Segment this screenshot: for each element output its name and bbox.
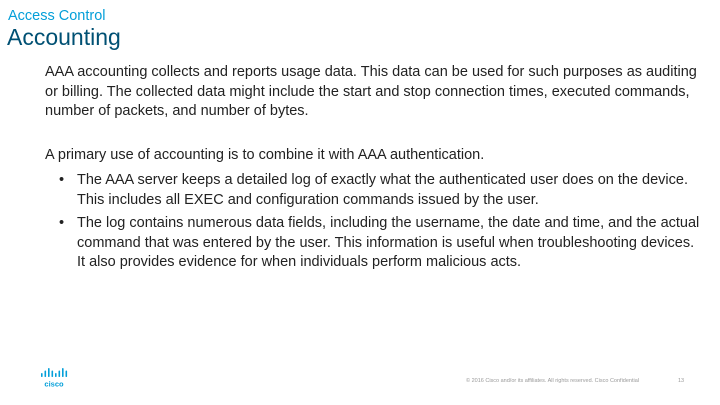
body-paragraph-2: A primary use of accounting is to combine it with AAA authentication.	[45, 147, 485, 163]
bullet-text: The log contains numerous data fields, including the username, the date and time, and the actual command that was entered by the user. This information is useful when troubleshooting devices. It also provides evidence for when individuals perform malicious acts.	[77, 215, 700, 270]
slide-title: Accounting	[7, 24, 121, 50]
page-number: 13	[678, 378, 685, 384]
bullet-list	[45, 171, 705, 277]
bullet-text: The AAA server keeps a detailed log of exactly what the authenticated user does on the device. This includes all EXEC and configuration commands issued by the user.	[77, 172, 688, 208]
cisco-logo-text: cisco	[44, 379, 64, 388]
body-paragraph-1: AAA accounting collects and reports usage data. This data can be used for such purposes as auditing or billing. The collected data might include the start and stop connection times, executed commands, number of packets, and number of bytes.	[45, 64, 697, 119]
section-label: Access Control	[8, 8, 106, 24]
cisco-logo	[40, 368, 70, 388]
cisco-logo-bars	[41, 368, 67, 377]
bullet-item	[45, 214, 705, 273]
bullet-marker: •	[59, 215, 65, 231]
bullet-marker: •	[59, 172, 65, 188]
copyright-text: © 2016 Cisco and/or its affiliates. All rights reserved. Cisco Confidential	[466, 378, 640, 384]
bullet-item	[45, 171, 705, 210]
